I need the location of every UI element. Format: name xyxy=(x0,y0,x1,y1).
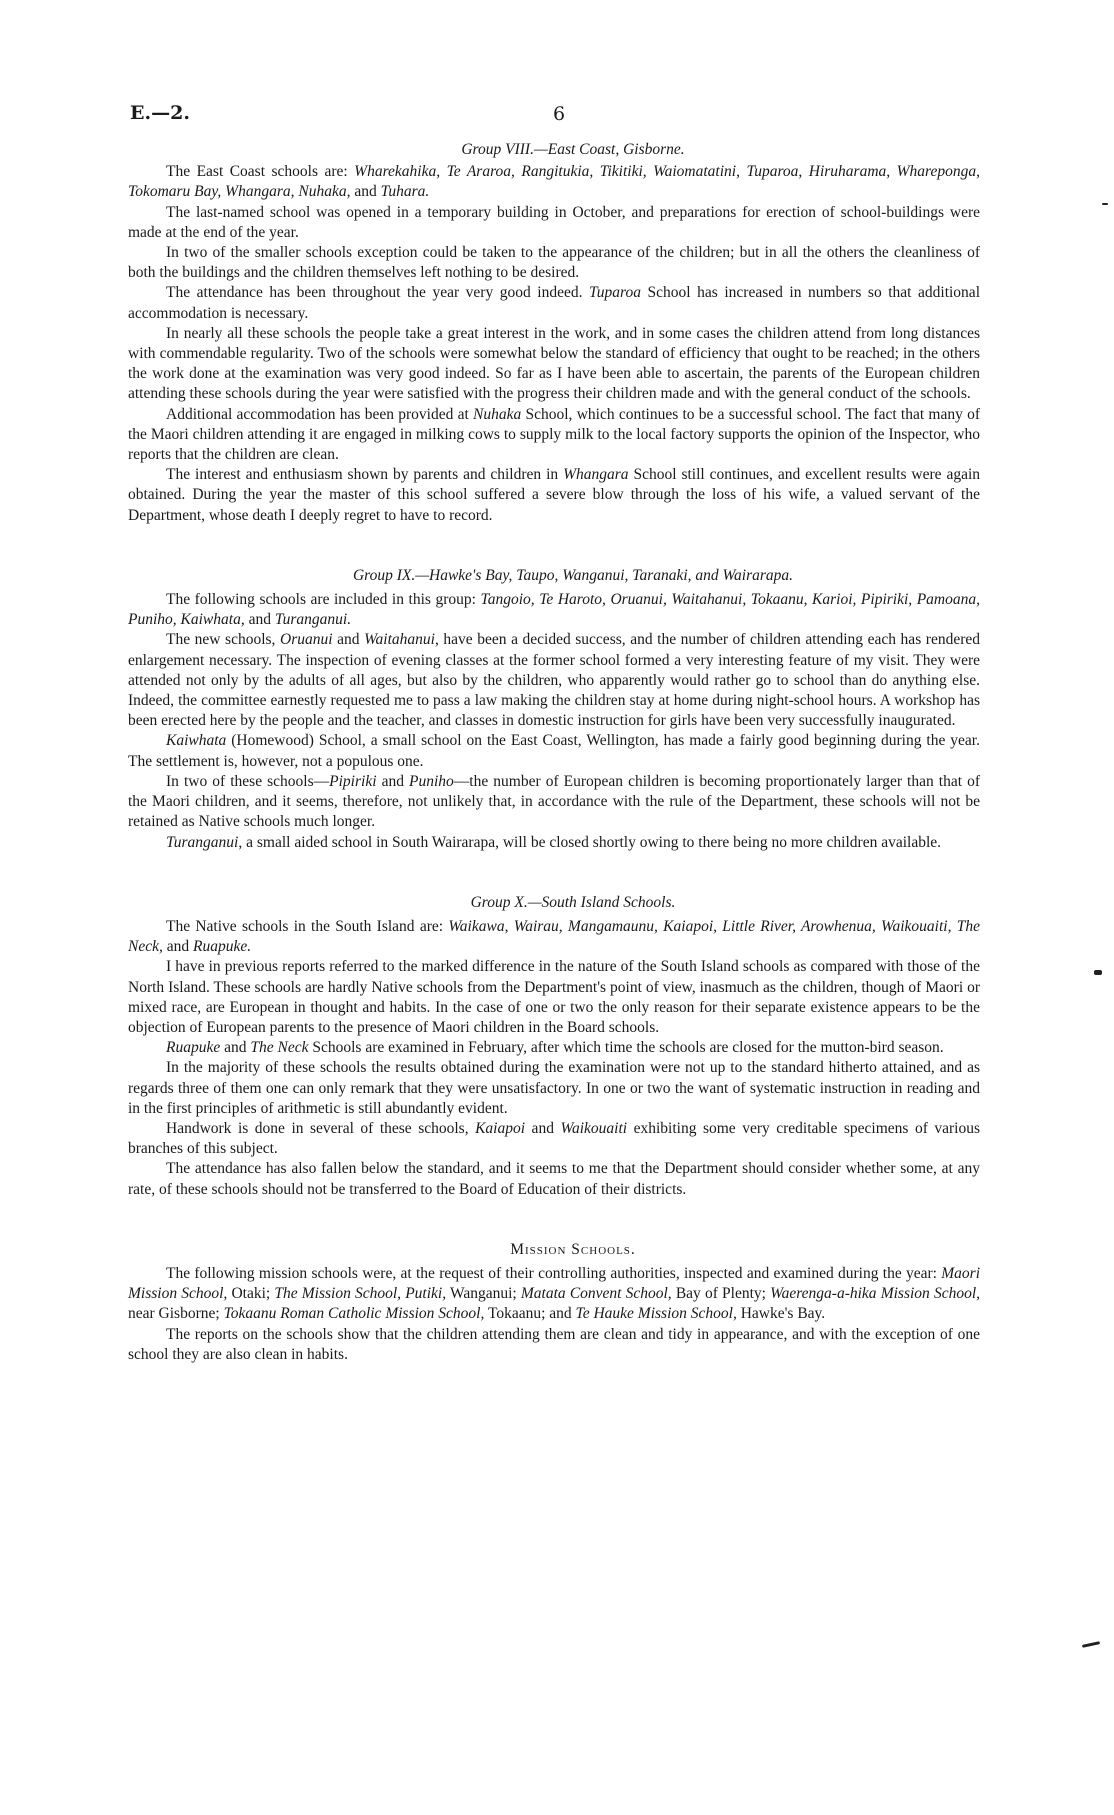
text: Tokaanu; and xyxy=(484,1305,576,1323)
paragraph: In two of the smaller schools exception could be taken to the appearance of the children; but in all the others the cleanliness of both the buildings and the children themselves left nothing to be desired. xyxy=(128,244,980,282)
section-heading-group-8: Group VIII.—East Coast, Gisborne. xyxy=(461,141,685,158)
text: In two of these schools— xyxy=(166,772,330,790)
paragraph xyxy=(128,162,980,202)
text: The new schools, xyxy=(166,631,280,649)
school-name: Turanganui xyxy=(166,833,239,851)
text: School still continues, and excellent results were again obtained. During the year the master of this school suffered a severe blow through the loss of his wife, a valued servant of the Department, whose death I deeply regret to have to record. xyxy=(128,466,981,524)
text: , a small aided school in South Wairarapa, will be closed shortly owing to there being no more children available. xyxy=(238,833,942,851)
text: exhibiting some very creditable specimens of various branches of this subject. xyxy=(128,1119,980,1158)
school-name: Ruapuke. xyxy=(193,938,252,956)
school-list: Waikawa, Wairau, Mangamaunu, Kaiapoi, Little River, Arowhenua, Waikouaiti, The Neck, xyxy=(128,917,980,956)
report-reference: E.—2. xyxy=(130,102,190,124)
paragraph xyxy=(128,283,980,323)
text: The Native schools in the South Island are: xyxy=(166,917,449,935)
school-name: Pipiriki xyxy=(329,772,377,790)
paragraph xyxy=(128,1038,980,1058)
text: The following schools are included in this group: xyxy=(166,591,481,609)
school-name: Nuhaka xyxy=(473,405,522,423)
paragraph xyxy=(128,772,980,833)
text: School, which continues to be a successful school. The fact that many of the Maori children attending it are engaged in milking cows to supply milk to the local factory supports the opinion of the Inspector, who reports that the children are clean. xyxy=(128,405,981,464)
school-name: Ruapuke xyxy=(166,1039,221,1057)
scan-mark xyxy=(1094,970,1102,975)
text: , have been a decided success, and the number of children attending each has rendered enlargement necessary. The inspection of evening classes at the former school formed a very interesting feature of my visit. They were attended not only by the adults of all ages, but also by the children, who apparently would rather go to school than do anything else. Indeed, the committee earnestly requested me to pass a law making the children stay at home during night-school hours. A workshop has been erected here by the people and the teacher, and classes in domestic instruction for girls have been very successfully inaugurated. xyxy=(128,631,980,730)
text: The East Coast schools are: xyxy=(166,163,355,181)
paragraph xyxy=(128,1264,980,1325)
school-name: Turanganui. xyxy=(274,611,352,629)
scan-mark xyxy=(1102,203,1108,205)
page-number: 6 xyxy=(553,103,566,125)
section-heading-group-10: Group X.—South Island Schools. xyxy=(470,893,676,911)
school-name: Tuparoa xyxy=(589,284,642,302)
paragraph: The attendance has also fallen below the standard, and it seems to me that the Department should consider whether some, at any rate, of these schools should not be transferred to the Board of Education of their districts. xyxy=(128,1160,980,1198)
school-name: Te Hauke Mission School, xyxy=(575,1305,737,1323)
text: (Homewood) School, a small school on the East Coast, Wellington, has made a fairly good beginning during the year. The settlement is, however, not a populous one. xyxy=(128,732,980,770)
school-name: Oruanui xyxy=(280,631,333,649)
text: Bay of Plenty; xyxy=(671,1285,771,1303)
school-name: Tokaanu Roman Catholic Mission School, xyxy=(223,1305,485,1323)
text: and xyxy=(244,611,275,629)
paragraph xyxy=(128,405,980,466)
text: Additional accommodation has been provided at xyxy=(166,405,474,423)
paragraph: The reports on the schools show that the children attending them are clean and tidy in appearance, and with the exception of one school they are also clean in habits. xyxy=(128,1325,980,1363)
school-name: Kaiapoi xyxy=(475,1119,526,1137)
text: near Gisborne; xyxy=(128,1305,224,1323)
paragraph xyxy=(128,590,980,630)
school-name: Whangara xyxy=(563,466,629,484)
school-name: Waitahanui xyxy=(364,631,435,649)
section-heading-mission-schools: Mission Schools. xyxy=(510,1240,636,1258)
paragraph: The last-named school was opened in a temporary building in October, and preparations for erection of school-buildings were made at the end of the year. xyxy=(128,203,980,241)
paragraph: In nearly all these schools the people take a great interest in the work, and in some cases the children attend from long distances with commendable regularity. Two of the schools were somewhat below the standard of efficiency that ought to be reached; in the others the work done at the examination was very good indeed. So far as I have been able to ascertain, the parents of the European children attending these schools during the year were satisfied with the progress their children made and with the general conduct of the schools. xyxy=(128,324,980,403)
text: Hawke's Bay. xyxy=(736,1305,826,1323)
school-name: Waerenga-a-hika Mission School, xyxy=(770,1285,981,1303)
paragraph xyxy=(128,731,980,771)
school-name: The Mission School, Putiki, xyxy=(274,1285,447,1303)
section-heading-group-9: Group IX.—Hawke's Bay, Taupo, Wanganui, Taranaki, and Wairarapa. xyxy=(352,566,794,584)
school-name: The Neck xyxy=(250,1039,309,1057)
text: and xyxy=(220,1039,251,1057)
school-name: Matata Convent School, xyxy=(520,1285,672,1303)
paragraph xyxy=(128,465,980,526)
paragraph: In the majority of these schools the results obtained during the examination were not up to the standard hitherto attained, and as regards three of them one can only remark that they were unsatisfactory. In one or two the want of systematic instruction in reading and in the first principles of arithmetic is still abundantly evident. xyxy=(128,1059,980,1117)
text: and xyxy=(350,183,381,201)
school-name: Maori Mission School, xyxy=(128,1264,980,1303)
school-name: Waikouaiti xyxy=(560,1119,628,1137)
school-name: Kaiwhata xyxy=(166,732,227,750)
text: The following mission schools were, at the request of their controlling authorities, inspected and examined during the year: xyxy=(166,1264,942,1282)
paragraph xyxy=(128,1119,980,1159)
paragraph xyxy=(128,630,980,731)
paragraph: I have in previous reports referred to the marked difference in the nature of the South Island schools as compared with those of the North Island. These schools are hardly Native schools from the Department's point of view, inasmuch as the children, though of Maori or mixed race, are European in thought and habits. In the case of one or two the only reason for their separate existence appears to be the objection of European parents to the presence of Maori children in the Board schools. xyxy=(128,958,980,1036)
school-list: Wharekahika, Te Araroa, Rangitukia, Tikitiki, Waiomatatini, Tuparoa, Hiruharama, Whareponga, Tokomaru Bay, Whangara, Nuhaka, xyxy=(128,163,980,201)
text: School has increased in numbers so that additional accommodation is necessary. xyxy=(128,284,980,322)
text: —the number of European children is becoming proportionately larger than that of the Maori children, and it seems, therefore, not unlikely that, in accordance with the rule of the Department, these schools will not be retained as Native schools much longer. xyxy=(128,772,980,831)
school-name: Tuhara. xyxy=(380,183,430,201)
text: Handwork is done in several of these schools, xyxy=(166,1119,476,1137)
text: and xyxy=(525,1119,561,1137)
text: Schools are examined in February, after which time the schools are closed for the mutton-bird season. xyxy=(308,1039,944,1057)
paragraph xyxy=(128,833,980,853)
text: Otaki; xyxy=(227,1285,275,1303)
text: and xyxy=(332,631,365,649)
paragraph xyxy=(128,917,980,957)
text: Wanganui; xyxy=(446,1285,521,1303)
school-name: Puniho xyxy=(409,772,454,790)
text: The interest and enthusiasm shown by parents and children in xyxy=(166,466,564,484)
scan-mark xyxy=(1082,1641,1100,1648)
text: and xyxy=(162,938,193,956)
school-list: Tangoio, Te Haroto, Oruanui, Waitahanui, Tokaanu, Karioi, Pipiriki, Pamoana, Puniho, Kaiwhata, xyxy=(128,591,980,629)
document-body xyxy=(128,140,980,1365)
text: The attendance has been throughout the year very good indeed. xyxy=(166,284,590,302)
text: and xyxy=(376,772,410,790)
